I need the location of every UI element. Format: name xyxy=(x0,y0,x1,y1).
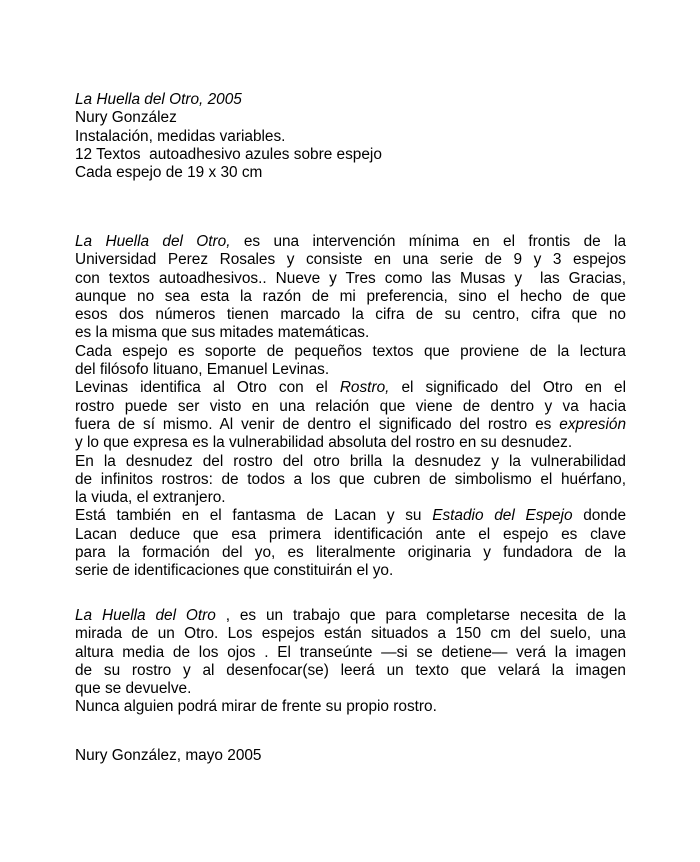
text-line xyxy=(75,91,626,109)
signature-block xyxy=(75,747,626,765)
text-segment: es la misma que sus mitades matemáticas. xyxy=(75,324,370,342)
text-segment: aunque no sea esta la razón de mi preferencia, sino el hecho de que xyxy=(75,287,626,305)
text-segment: rostro puede ser visto en una relación que viene de dentro y va hacia xyxy=(75,397,626,415)
text-segment: Cada espejo es soporte de pequeños textos que proviene de la lectura xyxy=(75,342,626,360)
text-line xyxy=(75,453,626,471)
text-line xyxy=(75,343,626,361)
text-line xyxy=(75,489,626,507)
text-segment: , es un trabajo que para completarse necesita de la xyxy=(215,607,626,624)
text-segment: Instalación, medidas variables. xyxy=(75,127,286,145)
text-line xyxy=(75,270,626,288)
text-line xyxy=(75,698,626,716)
text-segment: Levinas identifica al Otro con el xyxy=(75,379,340,397)
text-segment: es una intervención mínima en el frontis de la xyxy=(230,233,627,250)
text-segment: 12 Textos autoadhesivo azules sobre espejo xyxy=(75,145,382,163)
text-line xyxy=(75,109,626,127)
italic-text-segment: expresión xyxy=(559,415,626,433)
text-segment: Universidad Perez Rosales y consiste en una serie de 9 y 3 espejos xyxy=(75,251,626,269)
text-line xyxy=(75,434,626,452)
text-segment: Está también en el fantasma de Lacan y su xyxy=(75,507,433,525)
text-line xyxy=(75,361,626,379)
text-segment: de infinitos rostros: de todos a los que cubren de simbolismo el huérfano, xyxy=(75,470,626,488)
text-segment: de su rostro y al desenfocar(se) leerá un texto que velará la imagen xyxy=(75,661,626,679)
text-segment: para la formación del yo, es literalmente originaria y fundadora de la xyxy=(75,544,626,562)
text-segment: del filósofo lituano, Emanuel Levinas. xyxy=(75,361,330,379)
text-segment: Nury González, mayo 2005 xyxy=(75,747,262,764)
statement-block-1 xyxy=(75,233,626,581)
artwork-caption-block xyxy=(75,91,626,182)
text-segment: serie de identificaciones que constituirán el yo. xyxy=(75,562,394,580)
text-line xyxy=(75,288,626,306)
text-line xyxy=(75,164,626,182)
text-line xyxy=(75,324,626,342)
text-segment: mirada de un Otro. Los espejos están situados a 150 cm del suelo, una xyxy=(75,625,626,643)
italic-text-segment: La Huella del Otro, 2005 xyxy=(75,91,242,108)
text-line xyxy=(75,544,626,562)
text-segment: Lacan deduce que esa primera identificación ante el espejo es clave xyxy=(75,525,626,543)
text-line xyxy=(75,146,626,164)
text-line xyxy=(75,471,626,489)
text-line xyxy=(75,562,626,580)
italic-text-segment: La Huella del Otro xyxy=(75,607,216,624)
text-segment: y lo que expresa es la vulnerabilidad absoluta del rostro en su desnudez. xyxy=(75,434,573,452)
text-line xyxy=(75,379,626,397)
italic-text-segment: Rostro, xyxy=(339,379,390,397)
text-segment: altura media de los ojos . El transeúnte —si se detiene— verá la imagen xyxy=(75,643,626,661)
text-line xyxy=(75,662,626,680)
italic-text-segment: Estadio del Espejo xyxy=(432,507,573,525)
text-line xyxy=(75,625,626,643)
text-line xyxy=(75,128,626,146)
text-line xyxy=(75,507,626,525)
text-line xyxy=(75,644,626,662)
text-segment: donde xyxy=(572,507,627,525)
text-segment: En la desnudez del rostro del otro brilla la desnudez y la vulnerabilidad xyxy=(75,452,626,470)
text-segment: Nury González xyxy=(75,109,177,127)
text-line xyxy=(75,416,626,434)
text-segment: Cada espejo de 19 x 30 cm xyxy=(75,164,263,182)
text-segment: que se devuelve. xyxy=(75,680,192,698)
text-line xyxy=(75,398,626,416)
text-segment: el significado del Otro en el xyxy=(389,379,626,397)
text-segment: fuera de sí mismo. Al venir de dentro el significado del rostro es xyxy=(75,415,560,433)
statement-block-2 xyxy=(75,607,626,717)
text-segment: la viuda, el extranjero. xyxy=(75,489,226,507)
text-line xyxy=(75,251,626,269)
text-line xyxy=(75,747,626,765)
text-segment: esos dos números tienen marcado la cifra de su centro, cifra que no xyxy=(75,306,626,324)
text-line xyxy=(75,526,626,544)
text-line xyxy=(75,306,626,324)
text-line xyxy=(75,607,626,625)
text-segment: Nunca alguien podrá mirar de frente su propio rostro. xyxy=(75,698,437,716)
text-line xyxy=(75,233,626,251)
text-segment: con textos autoadhesivos.. Nueve y Tres como las Musas y las Gracias, xyxy=(75,269,626,287)
text-line xyxy=(75,680,626,698)
italic-text-segment: La Huella del Otro, xyxy=(75,233,231,250)
